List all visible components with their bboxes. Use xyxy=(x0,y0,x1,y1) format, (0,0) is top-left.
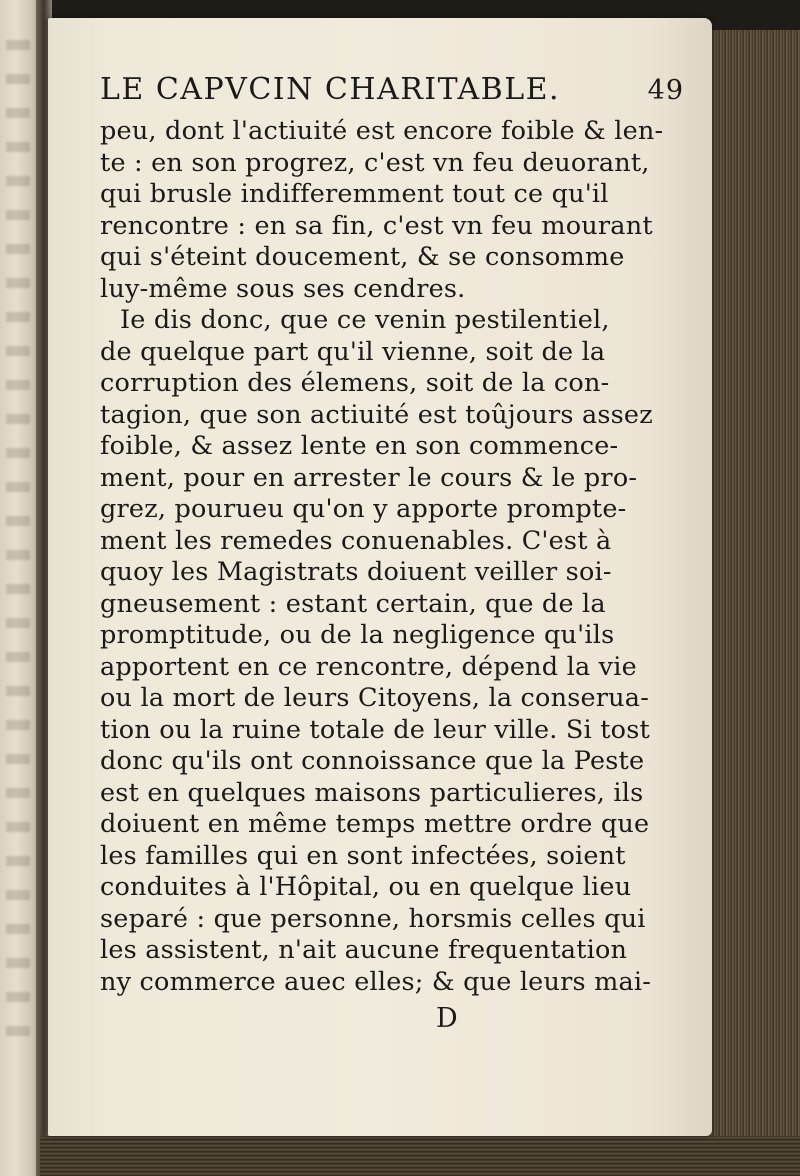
book-bottom-edge xyxy=(40,1136,800,1176)
text-line: foible, & assez lente en son commence- xyxy=(100,431,619,461)
running-title: LE CAPVCIN CHARITABLE. xyxy=(100,72,561,107)
text-line: apportent en ce rencontre, dépend la vie xyxy=(100,651,637,682)
text-line: quoy les Magistrats doiuent veiller soi- xyxy=(100,557,612,587)
page-text-block xyxy=(100,72,690,998)
text-line: qui brusle indifferemment tout ce qu'il xyxy=(100,179,609,209)
text-line: tion ou la ruine totale de leur ville. Si tost xyxy=(100,714,650,745)
text-line: gneusement : estant certain, que de la xyxy=(100,588,606,619)
text-line: conduites à l'Hôpital, ou en quelque lieu xyxy=(100,872,632,902)
text-line: les familles qui en sont infectées, soient xyxy=(100,840,626,871)
text-line: qui s'éteint doucement, & se consomme xyxy=(100,242,625,272)
text-line: tagion, que son actiuité est toûjours assez xyxy=(100,399,653,430)
text-line: ment les remedes conuenables. C'est à xyxy=(100,525,612,556)
text-line: separé : que personne, horsmis celles qui xyxy=(100,903,646,934)
facing-page-edge xyxy=(0,0,40,1176)
text-line: est en quelques maisons particulieres, ils xyxy=(100,777,644,808)
text-line: luy-même sous ses cendres. xyxy=(100,273,466,304)
text-line: ny commerce auec elles; & que leurs mai- xyxy=(100,966,652,997)
paragraph-start-line: Ie dis donc, que ce venin pestilentiel, xyxy=(120,305,610,335)
text-line: de quelque part qu'il vienne, soit de la xyxy=(100,336,606,367)
text-line: promptitude, ou de la negligence qu'ils xyxy=(100,620,615,650)
text-line: donc qu'ils ont connoissance que la Peste xyxy=(100,746,645,776)
text-line: grez, pourueu qu'on y apporte prompte- xyxy=(100,494,627,524)
book-fore-edge xyxy=(704,30,800,1140)
text-line: doiuent en même temps mettre ordre que xyxy=(100,809,650,839)
page-number: 49 xyxy=(647,75,684,106)
text-line: peu, dont l'actiuité est encore foible & len- xyxy=(100,116,664,146)
text-line: ou la mort de leurs Citoyens, la conserua- xyxy=(100,683,650,713)
signature-mark: D xyxy=(436,1003,458,1034)
text-line: rencontre : en sa fin, c'est vn feu mourant xyxy=(100,210,653,241)
text-line: ment, pour en arrester le cours & le pro- xyxy=(100,462,638,493)
text-line: corruption des élemens, soit de la con- xyxy=(100,368,610,398)
text-line: te : en son progrez, c'est vn feu deuorant, xyxy=(100,147,650,178)
text-line: les assistent, n'ait aucune frequentation xyxy=(100,935,628,965)
running-header xyxy=(100,72,690,116)
